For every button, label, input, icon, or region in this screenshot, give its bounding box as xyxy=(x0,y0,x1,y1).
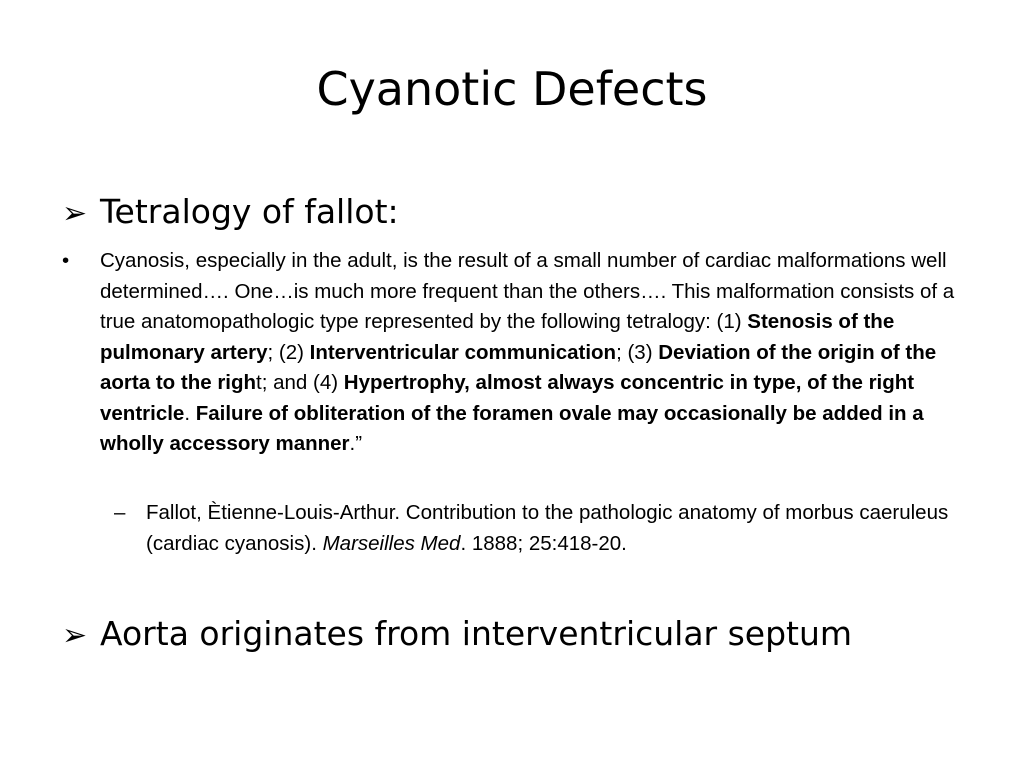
sub-bullet-item xyxy=(114,498,954,559)
bullet-dot-icon: • xyxy=(62,249,70,272)
bullet-item xyxy=(62,246,962,460)
citation xyxy=(114,498,954,559)
quote-bold-vsd: Interventricular communication xyxy=(309,340,617,364)
quote-bold-aorta-deviation: Deviation of the origin of the aorta to the righ xyxy=(100,340,937,394)
arrow-bullet-icon: ➢ xyxy=(62,196,88,231)
quote-bold-pulmonary-stenosis: Stenosis of the pulmonary artery xyxy=(100,310,895,364)
dash-bullet-icon: – xyxy=(114,501,126,524)
quote-text-2: ; (2) xyxy=(267,340,310,364)
citation-text-2: . 1888; 25:418-20. xyxy=(460,531,627,555)
quote-text-3: ; (3) xyxy=(616,340,659,364)
quote-text-4: t; and (4) xyxy=(256,371,344,394)
quote-text-5: . xyxy=(184,401,196,425)
heading-tetralogy-text: Tetralogy of fallot: xyxy=(100,192,399,231)
slide-title: Cyanotic Defects xyxy=(316,62,708,116)
heading-aorta-text: Aorta originates from interventricular septum xyxy=(100,614,853,653)
quote-text-1: Cyanosis, especially in the adult, is the result of a small number of cardiac malformations well determined…. One…is much more frequent than the others…. This malformation consists of a true anatomopathologic type represented by the following tetralogy: (1) xyxy=(100,249,955,333)
quote-bold-hypertrophy: Hypertrophy, almost always concentric in type, of the right ventricle xyxy=(100,371,915,425)
arrow-bullet-icon: ➢ xyxy=(62,618,88,653)
citation-journal: Marseilles Med xyxy=(322,531,461,555)
fallot-quote xyxy=(62,246,962,460)
citation-text-1: Fallot, Ètienne-Louis-Arthur. Contribution to the pathologic anatomy of morbus caeruleus (cardiac cyanosis). xyxy=(146,501,949,555)
quote-bold-foramen-ovale: Failure of obliteration of the foramen ovale may occasionally be added in a wholly accessory manner xyxy=(100,401,924,455)
citation-text xyxy=(146,498,954,559)
quote-text-6: .” xyxy=(349,432,363,455)
heading-aorta xyxy=(62,614,852,656)
bullet-text xyxy=(100,246,962,460)
heading-tetralogy xyxy=(62,192,399,234)
